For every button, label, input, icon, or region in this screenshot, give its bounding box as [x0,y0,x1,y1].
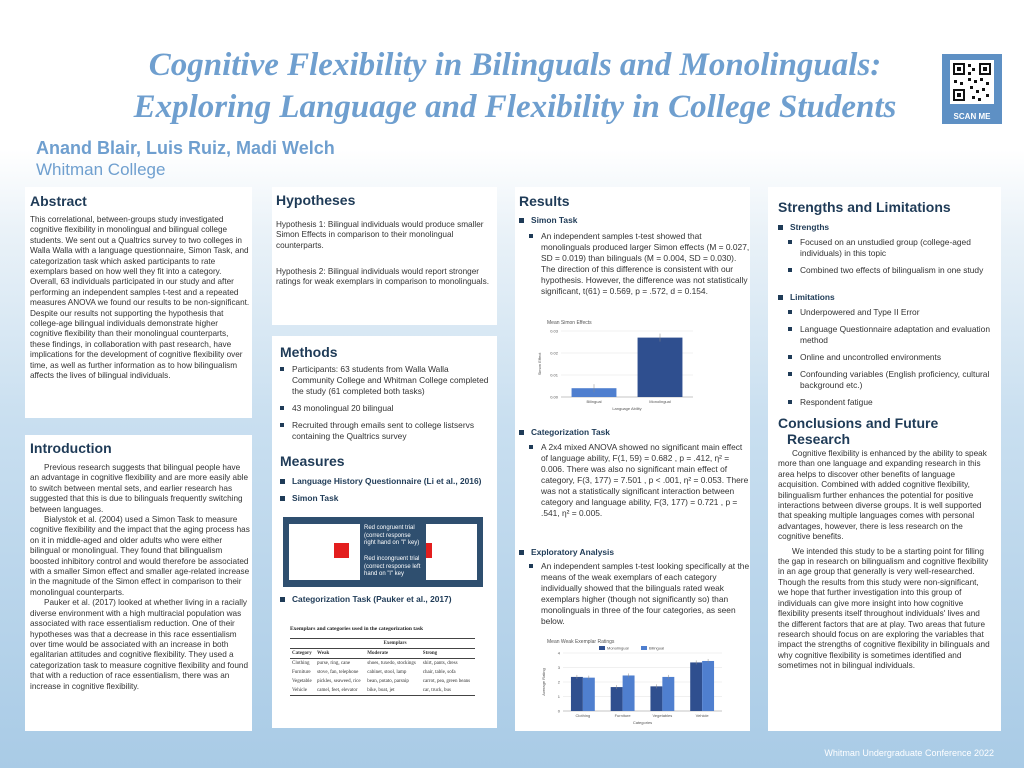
x-tick-label: Vegetables [652,713,673,718]
strengths-section [778,222,993,233]
results-simon-list [529,231,751,303]
results-heading: Results [519,193,570,209]
methods-item: Participants: 63 students from Walla Walla Community College and Whitman College completed the study (61 completed both tasks) [280,364,492,397]
conclusions-heading-line1: Conclusions and Future [778,415,939,431]
hypotheses-panel [272,187,497,325]
x-tick-label: Furniture [614,713,631,718]
red-square-left [334,543,349,558]
x-tick-label: Monolingual [649,399,671,404]
table-cell: carrot, pea, green beans [422,679,471,684]
conclusions-heading-line2: Research [787,431,851,447]
abstract-panel [25,187,252,418]
table-cell: pickles, seaweed, rice [317,679,361,684]
conclusions-paragraph: We intended this study to be a starting point for filling the gap in research on bilingualism and cognitive flexibility in an age group that generally is very well-researched. Though the results from this study were non-significant, we hope that further investigation into this group of individuals can give more insight into how cognitive flexibility presents itself throughout individuals' lives and the different factors that are at play. Two areas that future research should focus on are exploring the variables that impact the strengths of cognitive flexibility in bilinguals and why cognitive flexibility is sometimes identified and sometimes not in bilingual individuals. [778,546,990,671]
introduction-text [30,463,250,692]
limitations-list [788,307,998,414]
results-cat-list [529,442,751,525]
limitations-item: Respondent fatigue [788,397,998,408]
legend-swatch [641,646,647,650]
table-row [290,686,475,696]
poster-title-line2: Exploring Language and Flexibility in College Students [133,89,897,125]
methods-item: Recruited through emails sent to college listservs containing the Qualtrics survey [280,420,492,442]
table-header-cell: Weak [317,651,330,656]
results-panel [515,187,750,731]
y-tick-label: 4 [557,650,560,656]
table-cell: purse, ring, cane [317,661,351,666]
abstract-text: This correlational, between-groups study investigated cognitive flexibility in monolingual and bilingual college students. We sent out a Qualtrics survey to two colleges in Walla Walla with a language questionnaire, Simon Task, and categorization task which asked participants to rate exemplars based on how well they fit into a category. Overall, 63 individuals participated in our study and after performing an independent samples t-test and a repeated measures ANOVA we found our results to be non-significant. Despite our results not supporting the hypothesis that college-age bilingual individuals demonstrate higher cognitive flexibility than their monolingual counterparts, these findings, in collaboration with past research, have implications for the development of cognitive flexibility over time, as well as further information as to how bilingualism affects the lives of bilingual individuals. [30,215,250,381]
conclusions-heading [778,415,938,447]
results-cat-section [519,427,744,438]
hypotheses-heading: Hypotheses [276,192,356,208]
table-cell: Clothing [292,661,310,666]
strengths-item: Focused on an unstudied group (college-aged individuals) in this topic [788,237,998,259]
x-axis-label: Language Ability [612,406,642,411]
measures-list [280,476,485,504]
table-header-cell: Category [292,651,312,656]
legend-swatch [599,646,605,650]
institution: Whitman College [36,160,166,179]
exemplar-table [290,638,475,696]
strengths-heading: Strengths and Limitations [778,199,951,215]
table-header-cell: Exemplars [315,639,475,649]
measures-item: Categorization Task (Pauker et al., 2017) [280,594,485,605]
x-axis-label: Categories [632,720,653,725]
bar [690,662,702,711]
methods-item: 43 monolingual 20 bilingual [280,403,492,414]
intro-paragraph: Pauker et al. (2017) looked at whether living in a racially diverse environment with a high multiracial population was associated with race essentialism reduction. One of their hypotheses was that a decrease in this race essentialism over time would be associated with an increase in both egalitarian attitudes and cognitive flexibility. They used a categorization task to measure cognitive flexibility and found that with a reduction of race essentialism, there was an increase in cognitive flexibility. [30,598,249,691]
y-tick-label: 1 [557,694,560,699]
legend-label: Bilingual [649,645,665,651]
introduction-panel [25,435,252,731]
qr-label: SCAN ME [953,112,991,121]
limitations-item: Language Questionnaire adaptation and evaluation method [788,324,998,346]
y-tick-label: 2 [557,679,560,685]
table-header-cell: Strong [422,651,438,656]
intro-paragraph: Bialystok et al. (2004) used a Simon Task to measure cognitive flexibility and the impact that the aging process has on it in middle-aged and older adults who were either bilingual or monolingual. They found that bilingualism boosted inhibitory control and would therefore be associated with a smaller Simon effect and smaller age-related increase in the magnitude of the Simon effect in comparison to their monolingual counterparts. [30,515,250,597]
results-expl-heading: Exploratory Analysis [519,547,744,558]
simon-incongruent-label: Red incongruent trial (correct response left hand on "l" key [360,553,426,583]
hypothesis-1: Hypothesis 1: Bilingual individuals would produce smaller Simon Effects in comparison to their monolingual counterparts. [276,220,484,250]
results-simon-text: An independent samples t-test showed that monolinguals produced larger Simon effects (M = 0.027, SD = 0.019) than bilinguals (M = 0.004, SD = 0.030). The direction of this difference is consistent with our hypothesis. However, the difference was not statistically significant, t(61) = 0.569, p = .572, d = 0.154. [529,231,751,297]
simon-congruent-label: Red congruent trial (correct response right hand on "l" key) [360,522,426,553]
results-expl-section [519,547,744,558]
bar [650,686,662,711]
methods-heading: Methods [280,344,338,360]
measures-item: Language History Questionnaire (Li et al., 2016) [280,476,485,487]
limitations-item: Online and uncontrolled environments [788,352,998,363]
bar [571,677,583,711]
y-tick-label: 0.02 [550,350,558,356]
x-tick-label: Vehicle [695,713,709,718]
table-cell: bike, boat, jet [367,688,395,693]
limitations-label: Limitations [778,292,993,303]
bar [623,675,635,711]
bar [638,338,683,397]
x-tick-label: Bilingual [586,399,602,404]
intro-paragraph: Previous research suggests that bilingual people have an advantage in cognitive flexibility and are more easily able to switch between mental sets, and earlier research has suggested that this is due to bilinguals frequently switching between languages. [30,463,249,514]
table-cell: cabinet, stool, lamp [367,670,407,675]
measures-list-2 [280,594,485,605]
strengths-label: Strengths [778,222,993,233]
qr-code[interactable] [942,54,1002,124]
conclusions-text [778,449,990,672]
strengths-panel [768,187,1001,731]
table-cell: chair, table, sofa [422,670,456,675]
chart-title: Mean Simon Effects [547,320,592,326]
table-header-cell [290,639,315,649]
results-expl-text: An independent samples t-test looking specifically at the means of the weak exemplars of each category individually showed that the bilinguals rated weak exemplars higher (though not significantly so) than monolinguals in three of the four categories, as seen below. [529,561,751,627]
methods-list [280,364,492,448]
results-simon-heading: Simon Task [519,215,744,226]
results-simon-section [519,215,744,226]
table-cell: Vehicle [292,688,307,693]
hypothesis-2: Hypothesis 2: Bilingual individuals would report stronger ratings for weak exemplars in comparison to monolinguals. [276,267,489,287]
legend-label: Monolingual [607,645,629,651]
table-header-cell: Moderate [367,651,389,656]
y-axis-label: Simon Effect [537,352,542,376]
y-tick-label: 3 [557,665,560,670]
chart-title: Mean Weak Exemplar Ratings [547,639,615,645]
abstract-heading: Abstract [30,193,87,209]
table-row [290,668,475,677]
table-cell: Furniture [292,670,311,675]
methods-panel [272,336,497,728]
table-caption: Exemplars and categories used in the categorization task [290,626,424,632]
strengths-list [788,237,998,282]
table-cell: camel, feet, elevator [317,688,358,693]
limitations-section [778,292,993,303]
qr-code-icon [950,60,994,104]
limitations-item: Confounding variables (English proficiency, cultural background etc.) [788,369,998,391]
table-cell: Vegetable [292,679,312,684]
conclusions-paragraph: Cognitive flexibility is enhanced by the ability to speak more than one language and expanding research in this area helps to discover other benefits of language acquisition. Combined with added cognitive flexibility, bilingualism further enhances the potential for positive interactions between diverse groups. It is well supported that speaking multiple languages comes with personal advantages, however, there is less research on the cognitive benefits. [778,449,987,542]
limitations-item: Underpowered and Type II Error [788,307,998,318]
bar [611,687,623,711]
measures-item: Simon Task [280,493,485,504]
table-cell: car, truck, bus [422,688,451,693]
simon-effect-chart [533,317,703,415]
measures-heading: Measures [280,453,345,469]
categorization-table [290,626,475,696]
bar [662,677,674,711]
table-cell: stove, fan, telephone [317,670,359,675]
table-cell: shirt, pants, dress [422,661,458,666]
y-tick-label: 0.00 [550,394,558,400]
results-cat-heading: Categorization Task [519,427,744,438]
bar [583,678,595,711]
table-cell: shoes, tuxedo, stockings [367,661,416,666]
table-row [290,659,475,669]
introduction-heading: Introduction [30,440,112,456]
authors: Anand Blair, Luis Ruiz, Madi Welch [36,138,335,158]
x-tick-label: Clothing [575,713,591,718]
y-tick-label: 0.01 [550,372,558,378]
simon-task-figure [283,517,483,587]
strengths-item: Combined two effects of bilingualism in one study [788,265,998,276]
results-cat-text: A 2x4 mixed ANOVA showed no significant main effect of language ability, F(1, 59) = 0.682 , p = .412, η² = 0.006. There was also no significant main effect of category, F(3, 177) = 7.501 , p < .001, η² = 0.053. There was not a statistically significant interaction between category and language ability, F(3, 177) = 0.721 , p = .541, η² = 0.005. [529,442,751,519]
weak-exemplar-chart [537,637,727,729]
table-row [290,677,475,686]
table-cell: bean, potato, parsnip [367,679,409,684]
bar [702,661,714,711]
y-axis-label: Average Rating [541,668,546,696]
results-expl-list [529,561,751,633]
poster-title-line1: Cognitive Flexibility in Bilinguals and Monolinguals: [148,47,882,83]
y-tick-label: 0.03 [550,328,558,334]
footer: Whitman Undergraduate Conference 2022 [824,748,994,758]
y-tick-label: 0 [557,708,560,714]
